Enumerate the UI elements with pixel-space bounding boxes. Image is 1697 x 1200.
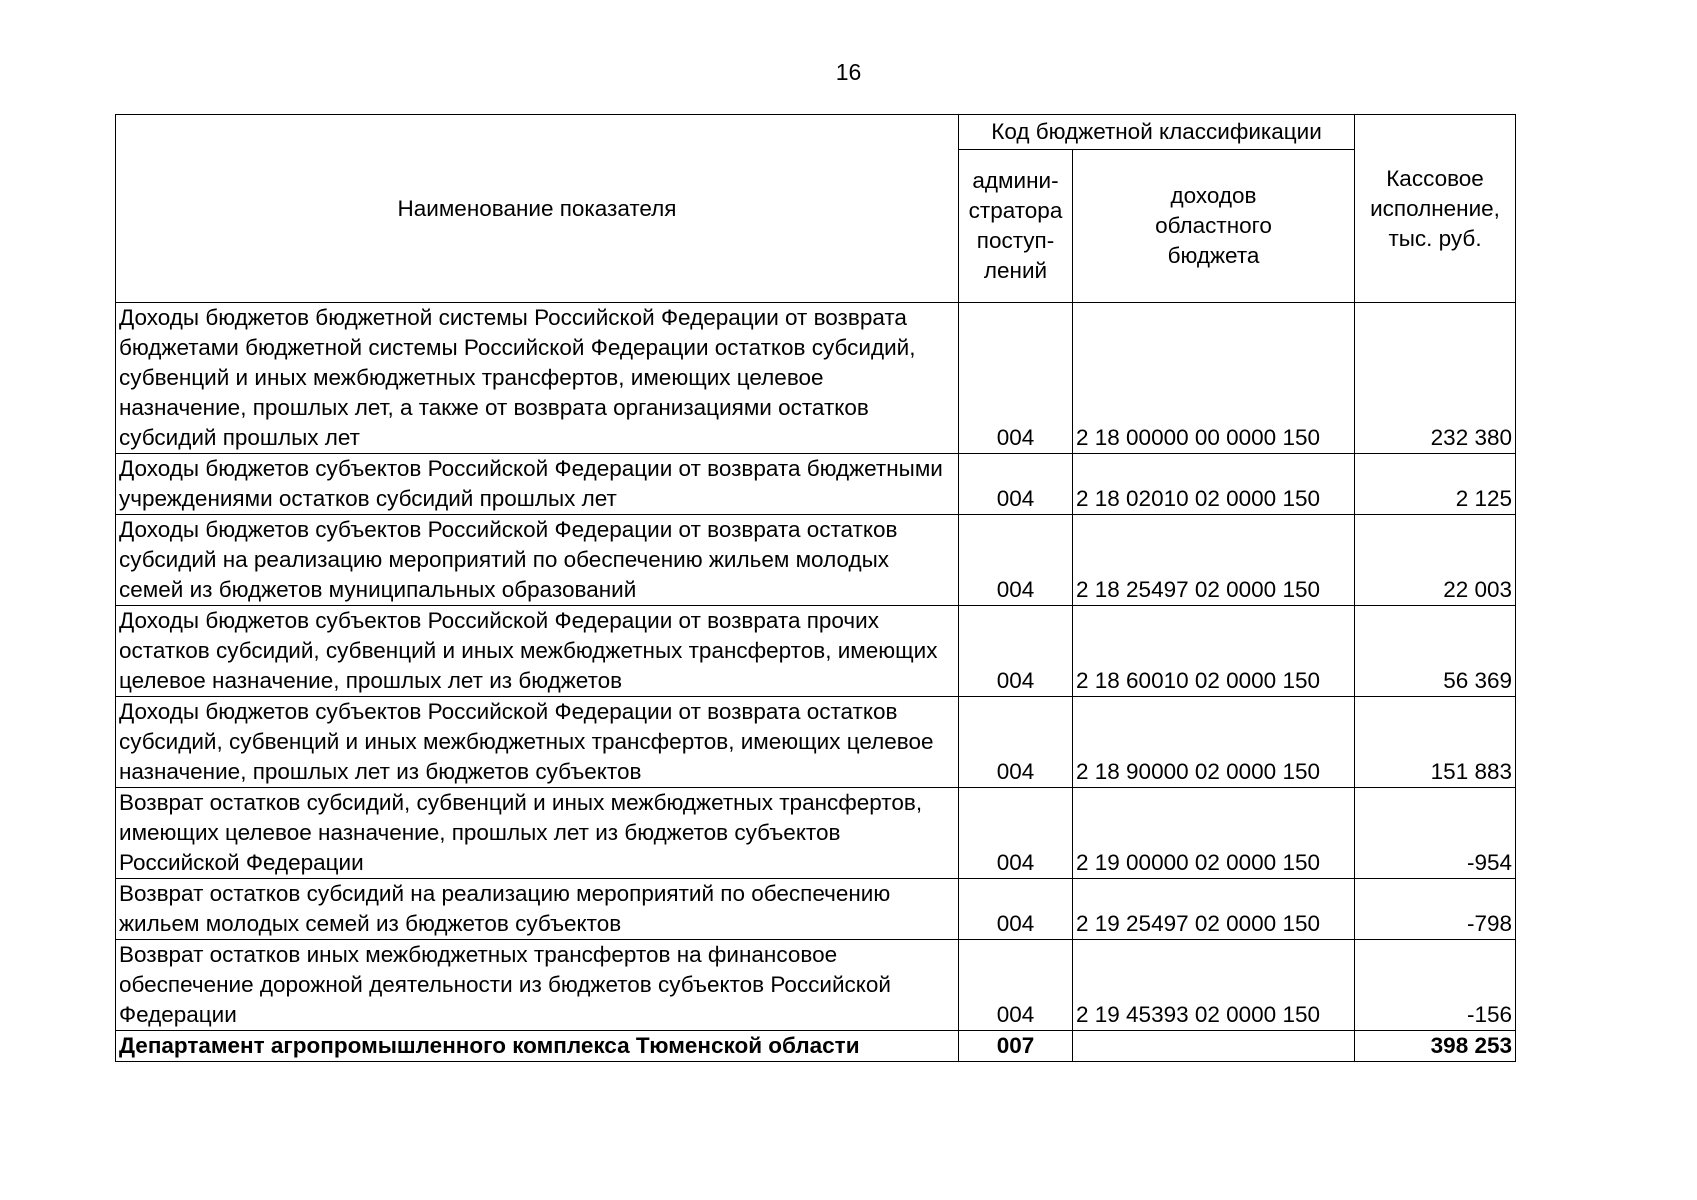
table-row bbox=[116, 940, 1516, 1031]
header-regional-budget-income: доходов областного бюджета bbox=[1073, 150, 1355, 303]
header-cash-execution: Кассовое исполнение, тыс. руб. bbox=[1355, 115, 1516, 303]
table-row bbox=[116, 303, 1516, 454]
row-name: Доходы бюджетов субъектов Российской Федерации от возврата прочих остатков субсидий, субвенций и иных межбюджетных трансфертов, имеющих целевое назначение, прошлых лет из бюджетов bbox=[116, 606, 959, 697]
table-row bbox=[116, 697, 1516, 788]
table-row bbox=[116, 788, 1516, 879]
header-administrator: админи- стратора поступ- лений bbox=[959, 150, 1073, 303]
row-name: Доходы бюджетов бюджетной системы Российской Федерации от возврата бюджетами бюджетной системы Российской Федерации остатков субсидий, субвенций и иных межбюджетных трансфертов, имеющих целевое назначение, прошлых лет, а также от возврата организациями остатков субсидий прошлых лет bbox=[116, 303, 959, 454]
total-sum: 398 253 bbox=[1355, 1031, 1516, 1062]
row-admin-code: 004 bbox=[959, 515, 1073, 606]
row-budget-code: 2 18 02010 02 0000 150 bbox=[1073, 454, 1355, 515]
row-admin-code: 004 bbox=[959, 879, 1073, 940]
row-name: Доходы бюджетов субъектов Российской Федерации от возврата остатков субсидий на реализацию мероприятий по обеспечению жильем молодых семей из бюджетов муниципальных образований bbox=[116, 515, 959, 606]
row-budget-code: 2 19 00000 02 0000 150 bbox=[1073, 788, 1355, 879]
table-row bbox=[116, 454, 1516, 515]
budget-table bbox=[115, 114, 1516, 1062]
row-name: Возврат остатков иных межбюджетных трансфертов на финансовое обеспечение дорожной деятельности из бюджетов субъектов Российской Федерации bbox=[116, 940, 959, 1031]
row-budget-code: 2 19 45393 02 0000 150 bbox=[1073, 940, 1355, 1031]
table-row bbox=[116, 879, 1516, 940]
row-name: Доходы бюджетов субъектов Российской Федерации от возврата остатков субсидий, субвенций и иных межбюджетных трансфертов, имеющих целевое назначение, прошлых лет из бюджетов субъектов bbox=[116, 697, 959, 788]
row-sum: 56 369 bbox=[1355, 606, 1516, 697]
row-name: Доходы бюджетов субъектов Российской Федерации от возврата бюджетными учреждениями остатков субсидий прошлых лет bbox=[116, 454, 959, 515]
table-body bbox=[116, 303, 1516, 1062]
row-sum: 2 125 bbox=[1355, 454, 1516, 515]
row-sum: -798 bbox=[1355, 879, 1516, 940]
row-name: Возврат остатков субсидий на реализацию мероприятий по обеспечению жильем молодых семей из бюджетов субъектов bbox=[116, 879, 959, 940]
row-budget-code: 2 18 60010 02 0000 150 bbox=[1073, 606, 1355, 697]
header-name: Наименование показателя bbox=[116, 115, 959, 303]
page-number: 16 bbox=[835, 59, 862, 85]
row-budget-code: 2 19 25497 02 0000 150 bbox=[1073, 879, 1355, 940]
total-name: Департамент агропромышленного комплекса Тюменской области bbox=[116, 1031, 959, 1062]
row-sum: 151 883 bbox=[1355, 697, 1516, 788]
row-sum: 232 380 bbox=[1355, 303, 1516, 454]
row-admin-code: 004 bbox=[959, 940, 1073, 1031]
row-admin-code: 004 bbox=[959, 697, 1073, 788]
row-name: Возврат остатков субсидий, субвенций и иных межбюджетных трансфертов, имеющих целевое назначение, прошлых лет из бюджетов субъектов Российской Федерации bbox=[116, 788, 959, 879]
row-sum: -156 bbox=[1355, 940, 1516, 1031]
row-budget-code: 2 18 90000 02 0000 150 bbox=[1073, 697, 1355, 788]
row-sum: -954 bbox=[1355, 788, 1516, 879]
row-admin-code: 004 bbox=[959, 606, 1073, 697]
row-budget-code: 2 18 00000 00 0000 150 bbox=[1073, 303, 1355, 454]
row-sum: 22 003 bbox=[1355, 515, 1516, 606]
table-row bbox=[116, 515, 1516, 606]
table-row bbox=[116, 606, 1516, 697]
total-admin-code: 007 bbox=[959, 1031, 1073, 1062]
row-admin-code: 004 bbox=[959, 303, 1073, 454]
row-budget-code: 2 18 25497 02 0000 150 bbox=[1073, 515, 1355, 606]
total-budget-code bbox=[1073, 1031, 1355, 1062]
table-header bbox=[116, 115, 1516, 303]
header-classification-code: Код бюджетной классификации bbox=[959, 115, 1355, 150]
row-admin-code: 004 bbox=[959, 788, 1073, 879]
row-admin-code: 004 bbox=[959, 454, 1073, 515]
table-row-total bbox=[116, 1031, 1516, 1062]
